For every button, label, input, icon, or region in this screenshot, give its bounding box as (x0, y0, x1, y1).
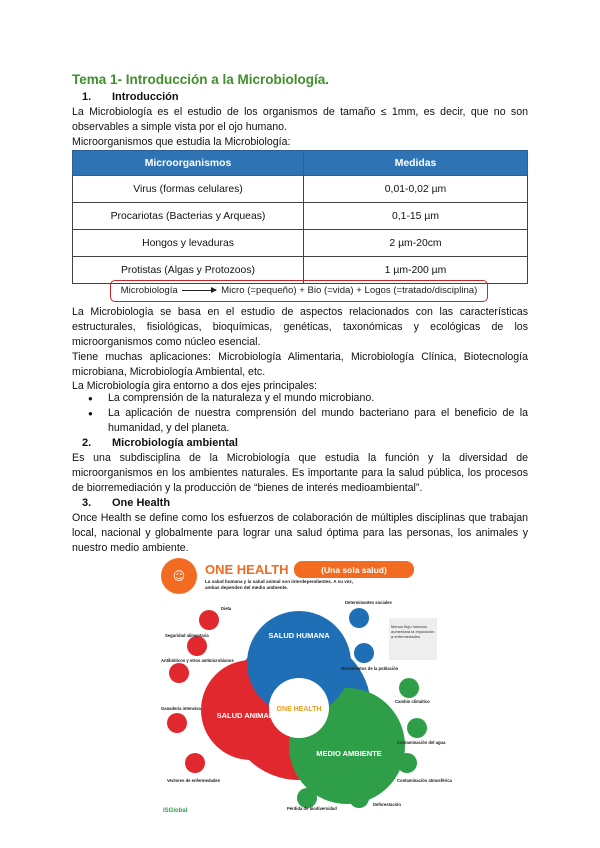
one-health-infographic (159, 558, 452, 816)
label-text: Contaminación atmosférica (397, 778, 452, 783)
arrow-right-icon (182, 290, 216, 291)
table-row: Hongos y levaduras 2 µm-20cm (73, 230, 528, 257)
side-note: Menos flujo humano aumentará la exposición a enfermedades. (391, 624, 435, 639)
axes-list (72, 391, 528, 437)
label-text: Movimientos de la población (341, 666, 399, 671)
label-text: Contaminación del agua (397, 740, 446, 745)
list-item: ● La aplicación de nuestra comprensión del mundo bacteriano para el beneficio de la humanidad, y del planeta. (72, 406, 528, 436)
label-text: Cambio climático (395, 699, 430, 704)
table-row: Virus (formas celulares) 0,01-0,02 µm (73, 176, 528, 203)
segment-label: MEDIO AMBIENTE (316, 749, 382, 758)
label-text: Seguridad alimentaria (165, 633, 209, 638)
segment-label: SALUD ANIMAL (216, 711, 274, 720)
paragraph-one-health: Once Health se define como los esfuerzos de colaboración de múltiples disciplinas que trabajan local, nacional y globalmente para lograr una salud óptima para las personas, los animales y nuestro medio ambiente. (72, 512, 528, 555)
table-header: Microorganismos (73, 151, 304, 176)
etymology-box: Microbiología Micro (=pequeño) + Bio (=vida) + Logos (=tratado/disciplina) (110, 280, 488, 302)
table-row: Procariotas (Bacterias y Arqueas) 0,1-15 µm (73, 203, 528, 230)
paragraph-env-micro: Es una subdisciplina de la Microbiología que estudia la función y la diversidad de microorganismos en los ambientes naturales. Es importante para la salud pública, los procesos de biorremediación y la producción de “bienes de interés medioambiental”. (72, 452, 528, 495)
label-text: Dieta (221, 606, 232, 611)
table-row: Protistas (Algas y Protozoos) 1 µm-200 µm (73, 257, 528, 284)
infographic-intro: La salud humana y la salud animal son interdependientes. A su vez, ambas dependen del medio ambiente. (205, 579, 353, 590)
label-text: Deforestación (373, 802, 401, 807)
label-text: Pérdida de biodiversidad (287, 806, 337, 811)
infographic-subtitle: (Una sola salud) (321, 565, 387, 575)
paragraph-axes: La Microbiología gira entorno a dos ejes principales: (72, 380, 317, 392)
paragraph-aspects: La Microbiología se basa en el estudio de aspectos relacionados con las características estructurales, fisiológicas, bioquímicas, genéticas, taxonómicas y ecológicas de los microorganismos como núcleo esencial. (72, 306, 528, 349)
infographic-svg (159, 558, 452, 816)
microorganisms-table (72, 150, 528, 284)
section-2-heading: 2. Microbiología ambiental (82, 437, 238, 449)
section-1-heading: 1. Introducción (82, 91, 179, 103)
label-text: Ganadería intensiva (161, 706, 201, 711)
list-item: ● La comprensión de la naturaleza y el mundo microbiano. (72, 391, 528, 406)
section-3-heading: 3. One Health (82, 497, 171, 509)
segment-label: SALUD HUMANA (268, 631, 330, 640)
table-header: Medidas (304, 151, 528, 176)
infographic-title: ONE HEALTH (205, 562, 289, 577)
paragraph-applications: Tiene muchas aplicaciones: Microbiología Alimentaria, Microbiología Clínica, Biotecnología microbiana, Microbiología Ambiental, etc. (72, 351, 528, 379)
table-caption: Microorganismos que estudia la Microbiología: (72, 136, 291, 148)
brand-logo: ISGlobal (163, 808, 188, 814)
label-text: Antibióticos y otros antimicrobianos (161, 658, 234, 663)
intro-paragraph: La Microbiología es el estudio de los organismos de tamaño ≤ 1mm, es decir, que no son observables a simple vista por el ojo humano. (72, 106, 528, 134)
label-text: Vectores de enfermedades (167, 778, 221, 783)
label-text: Determinantes sociales (345, 600, 392, 605)
svg-text:☺: ☺ (172, 569, 186, 583)
center-label: ONE HEALTH (276, 706, 322, 713)
page-title: Tema 1- Introducción a la Microbiología. (72, 72, 330, 87)
